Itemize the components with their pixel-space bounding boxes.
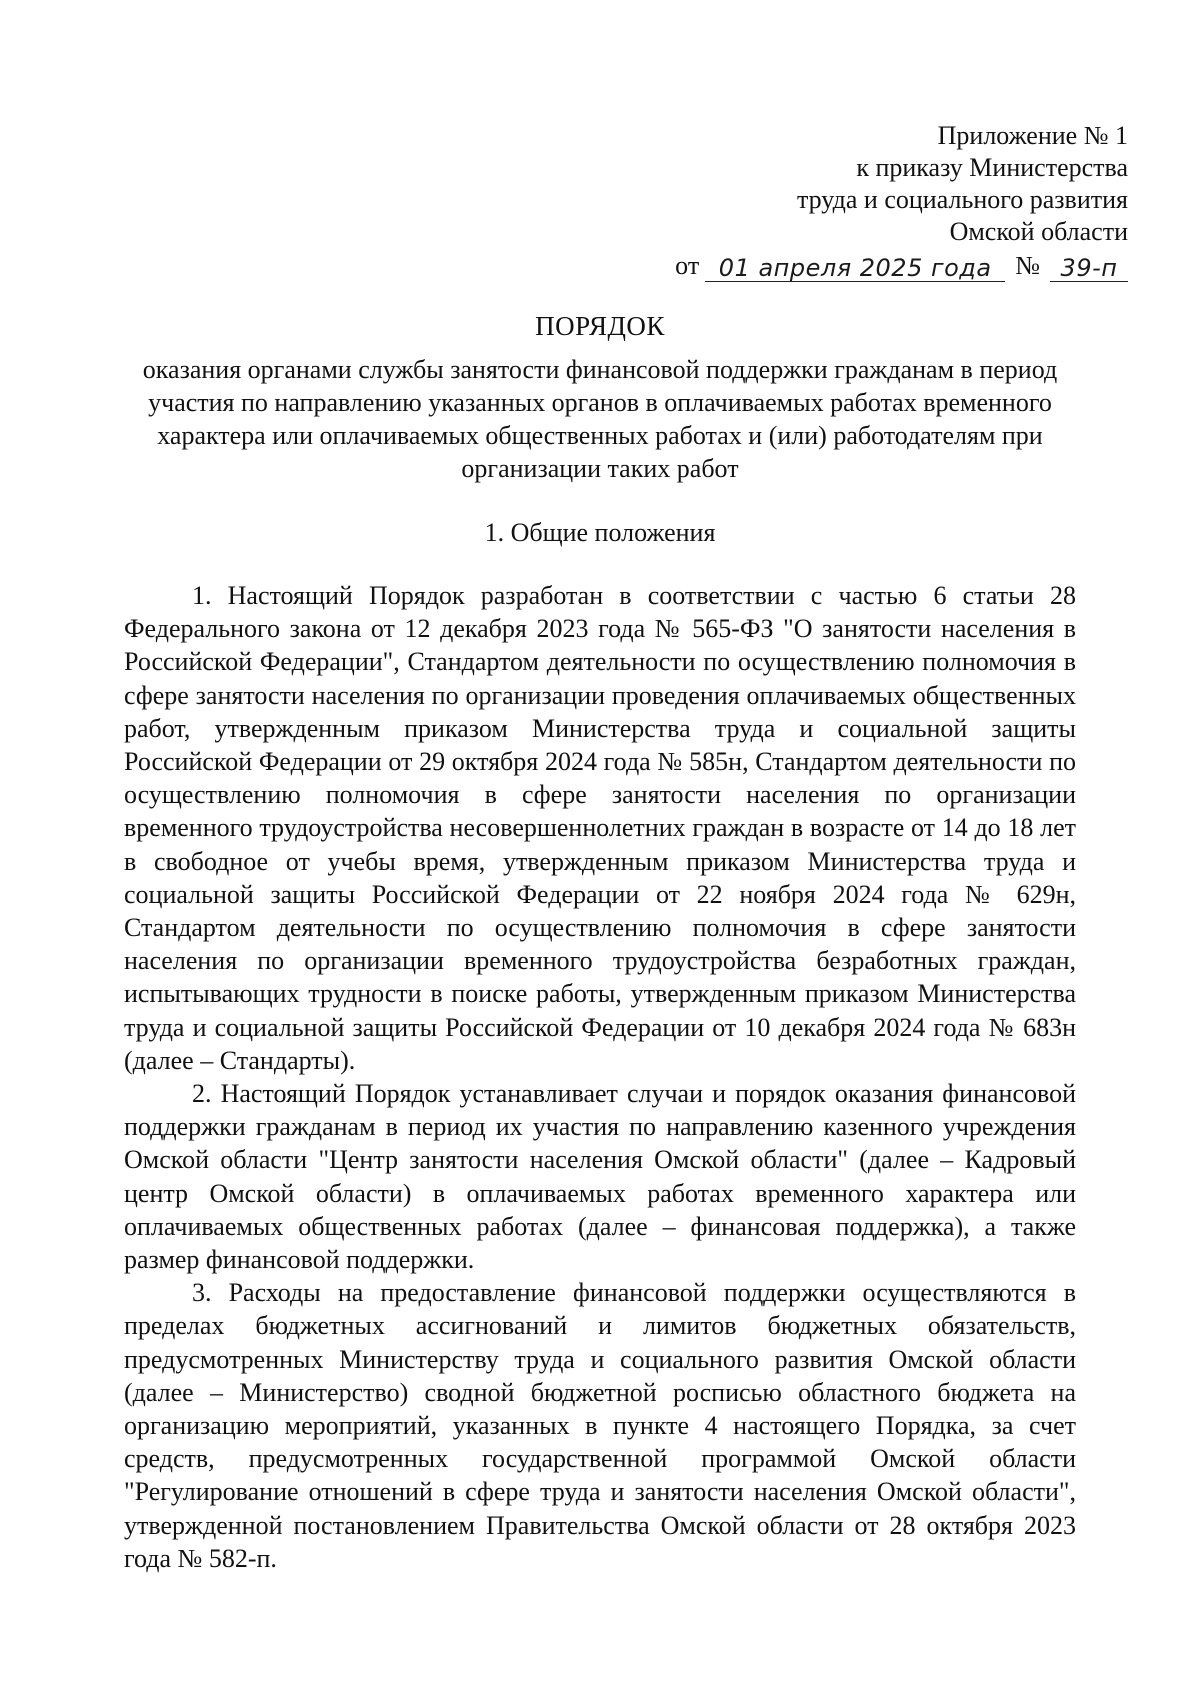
appendix-line: труда и социального развития [796, 185, 1128, 214]
paragraph: 3. Расходы на предоставление финансовой поддержки осуществляются в пределах бюджетных ассигнований и лимитов бюджетных обязательств, предусмотренных Министерству труда и социального развития Омской области (далее – Министерство) сводной бюджетной росписью областного бюджета на организацию мероприятий, указанных в пункте 4 настоящего Порядка, за счет средств, предусмотренных государственной программой Омской области "Регулирование отношений в сфере труда и занятости населения Омской области", утвержденной постановлением Правительства Омской области от 28 октября 2023 года № 582-п. [124, 1278, 1076, 1573]
paragraph: 2. Настоящий Порядок устанавливает случаи и порядок оказания финансовой поддержки гражданам в период их участия по направлению казенного учреждения Омской области "Центр занятости населения Омской области" (далее – Кадровый центр Омской области) в оплачиваемых работах временного характера или оплачиваемых общественных работах (далее – финансовая поддержка), а также размер финансовой поддержки. [124, 1079, 1076, 1275]
appendix-line: к приказу Министерства [856, 153, 1128, 182]
appendix-header [608, 120, 1128, 248]
order-number-label: № [1015, 251, 1040, 280]
appendix-line: Омской области [949, 217, 1128, 246]
section-heading: 1. Общие положения [484, 518, 716, 547]
paragraph: 1. Настоящий Порядок разработан в соответствии с частью 6 статьи 28 Федерального закона от 12 декабря 2023 года № 565-ФЗ "О занятости населения в Российской Федерации", Стандартом деятельности по осуществлению полномочия в сфере занятости населения по организации проведения оплачиваемых общественных работ, утвержденным приказом Министерства труда и социальной защиты Российской Федерации от 29 октября 2024 года № 585н, Стандартом деятельности по осуществлению полномочия в сфере занятости населения по организации временного трудоустройства несовершеннолетних граждан в возрасте от 14 до 18 лет в свободное от учебы время, утвержденным приказом Министерства труда и социальной защиты Российской Федерации от 22 ноября 2024 года № 629н, Стандартом деятельности по осуществлению полномочия в сфере занятости населения по организации временного трудоустройства безработных граждан, испытывающих трудности в поиске работы, утвержденным приказом Министерства труда и социальной защиты Российской Федерации от 10 декабря 2024 года № 683н (далее – Стандарты). [124, 581, 1076, 1075]
appendix-line: Приложение № 1 [937, 121, 1128, 150]
document-title: ПОРЯДОК [535, 311, 665, 341]
document-subtitle: оказания органами службы занятости финансовой поддержки гражданам в период участия по направлению указанных органов в оплачиваемых работах временного характера или оплачиваемых общественных работах и (или) работодателям при организации таких работ [142, 355, 1058, 483]
order-date-handwritten: 01 апреля 2025 года [705, 255, 1005, 282]
order-reference [675, 246, 1128, 282]
document-body [124, 579, 1076, 1575]
order-number-handwritten: 39-п [1050, 255, 1128, 282]
order-date-prefix: от [675, 251, 700, 280]
